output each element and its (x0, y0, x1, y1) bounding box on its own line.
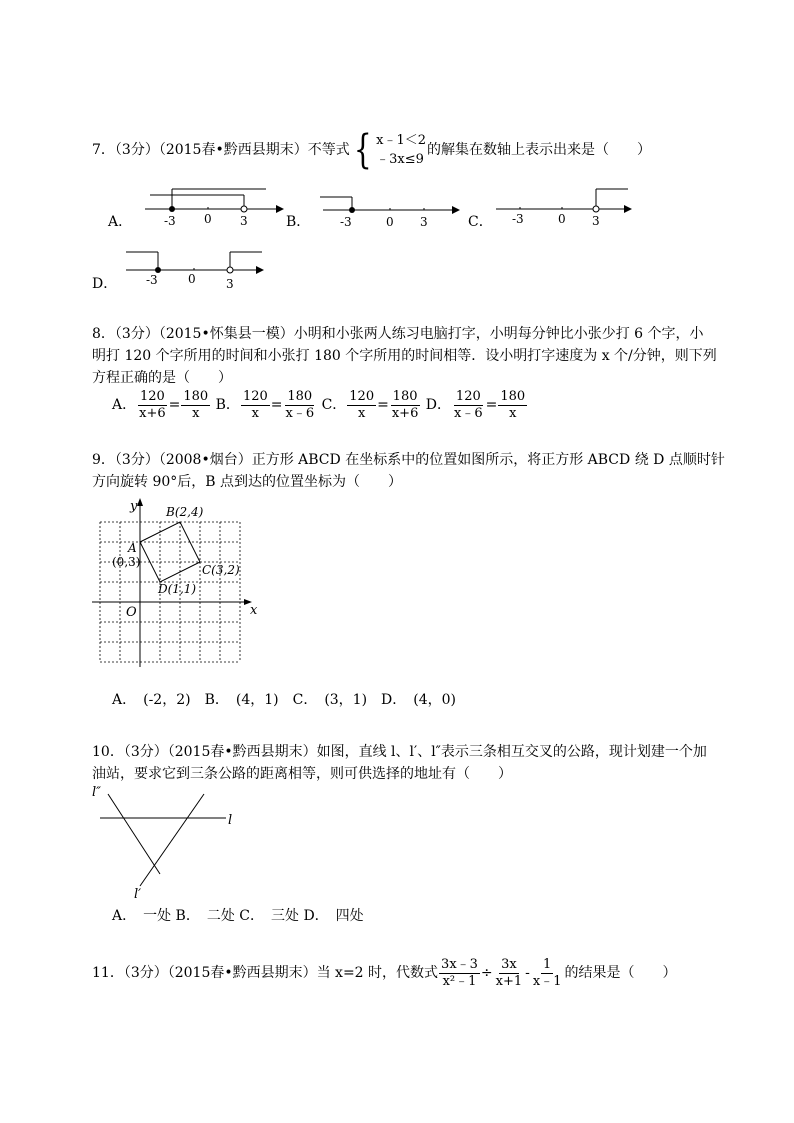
q10-roads-figure (90, 782, 250, 902)
label-l: l (228, 813, 233, 828)
fraction: $\frac{120}{x}$ (349, 388, 375, 421)
fraction: $\frac{3x﹣3}{\text{x²﹣1}}$ (441, 956, 478, 989)
q7-inequality-2: ﹣3x≤9 (376, 152, 424, 167)
q8-option-b-label: B． (215, 397, 240, 413)
q8-line-2: 明打 120 个字所用的时间和小张打 180 个字所用的时间相等．设小明打字速度为 x 个/分钟，则下列 (92, 348, 717, 364)
tick-neg3: -3 (512, 212, 524, 226)
point-a-coord: (0,3) (112, 555, 141, 569)
road-l-prime (140, 794, 204, 886)
road-l-double-prime (108, 794, 160, 874)
fraction: $\frac{1}{x﹣1}$ (532, 956, 562, 989)
tick-neg3: -3 (146, 273, 158, 287)
q7-option-b-number-line (318, 192, 468, 232)
divide-sign: ÷ (480, 965, 493, 981)
tick-0: 0 (558, 212, 566, 226)
closed-dot (169, 206, 175, 212)
tick-3: 3 (420, 215, 428, 229)
q7-option-a-number-line (140, 185, 290, 230)
q11-suffix: 的结果是（ ） (564, 965, 677, 981)
q8-line-1: 8．（3分）（2015•怀集县一模）小明和小张两人练习电脑打字，小明每分钟比小张少打 6 个字，小 (92, 326, 704, 342)
q10-line-1: 10．（3分）（2015春•黔西县期末）如图，直线 l、l′、l″表示三条相互交叉的公路，现计划建一个加 (92, 744, 707, 760)
fraction: $\frac{120}{x﹣6}$ (454, 388, 483, 421)
fraction: $\frac{180}{x﹣6}$ (285, 388, 315, 421)
y-axis-label: y (130, 499, 138, 514)
system-brace: { (353, 127, 372, 173)
q7-option-c-number-line (494, 185, 644, 230)
point-a-label: A (128, 541, 137, 555)
q9-line-2: 方向旋转 90°后，B 点到达的位置坐标为（ ） (92, 474, 403, 490)
tick-3: 3 (226, 277, 234, 291)
fraction: $\frac{180}{x}$ (500, 388, 526, 421)
square-abcd (140, 522, 200, 582)
q11-prefix: 11．（3分）（2015春•黔西县期末）当 x=2 时，代数式 (92, 965, 439, 981)
q7-option-c-label[interactable]: C． (468, 214, 493, 230)
fraction: $\frac{120}{x+6}$ (139, 388, 166, 421)
q8-options (112, 388, 528, 422)
q10-line-2: 油站，要求它到三条公路的距离相等，则可供选择的地址有（ ） (92, 766, 512, 782)
tick-neg3: -3 (164, 214, 176, 228)
q8-option-c-label: C． (321, 397, 347, 413)
label-l-prime: l′ (134, 887, 142, 902)
tick-0: 0 (204, 212, 212, 226)
q7-option-a-label[interactable]: A． (108, 214, 133, 230)
origin-label: O (126, 605, 137, 620)
q7-inequality-1: x﹣1＜2 (376, 133, 427, 148)
q10-options[interactable]: A． 一处 B． 二处 C． 三处 D． 四处 (112, 908, 364, 924)
q8-option-d[interactable]: D． $\frac{120}{x﹣6}$ = $\frac{180}{x}$ (425, 388, 526, 421)
question-7-stem (92, 127, 652, 173)
tick-0: 0 (386, 215, 394, 229)
q8-option-b[interactable]: B． $\frac{120}{x}$ = $\frac{180}{x﹣6}$ (215, 388, 315, 421)
q8-option-a[interactable]: A． $\frac{120}{x+6}$ = $\frac{180}{x}$ (112, 388, 209, 421)
fraction: $\frac{120}{x}$ (242, 388, 268, 421)
point-d-label: D(1,1) (158, 582, 197, 596)
q7-option-d-number-line (124, 248, 274, 293)
tick-3: 3 (592, 214, 600, 228)
closed-dot (349, 207, 355, 213)
q7-suffix: 的解集在数轴上表示出来是（ ） (427, 142, 652, 158)
x-axis-label: x (250, 603, 258, 618)
minus-sign: - (525, 965, 530, 981)
q9-options[interactable]: A． (-2，2) B． (4，1) C． (3，1) D． (4，0) (112, 692, 457, 708)
fraction: $\frac{3x}{x+1}$ (495, 956, 523, 989)
point-b-label: B(2,4) (166, 505, 204, 519)
q8-option-d-label: D． (425, 397, 452, 413)
q7-prefix: 7．（3分）（2015春•黔西县期末）不等式 (92, 142, 350, 158)
inequality-system (376, 131, 426, 169)
tick-neg3: -3 (340, 215, 352, 229)
open-dot (227, 267, 233, 273)
point-c-label: C(3,2) (202, 563, 240, 577)
q7-option-b-label[interactable]: B． (286, 214, 311, 230)
tick-3: 3 (240, 214, 248, 228)
fraction: $\frac{180}{x}$ (183, 388, 209, 421)
question-11-stem (92, 956, 677, 990)
q8-option-c[interactable]: C． $\frac{120}{x}$ = $\frac{180}{x+6}$ (321, 388, 419, 421)
fraction: $\frac{180}{x+6}$ (391, 388, 419, 421)
label-l-double-prime: l″ (92, 785, 102, 800)
q7-option-d-label[interactable]: D． (92, 276, 118, 292)
q8-line-3: 方程正确的是（ ） (92, 370, 232, 386)
open-dot (593, 206, 599, 212)
q9-line-1: 9．（3分）（2008•烟台）正方形 ABCD 在坐标系中的位置如图所示，将正方形 ABCD 绕 D 点顺时针 (92, 452, 725, 468)
tick-0: 0 (188, 272, 196, 286)
q9-coordinate-figure (92, 492, 258, 667)
open-dot (241, 206, 247, 212)
q8-option-a-label: A． (112, 397, 137, 413)
